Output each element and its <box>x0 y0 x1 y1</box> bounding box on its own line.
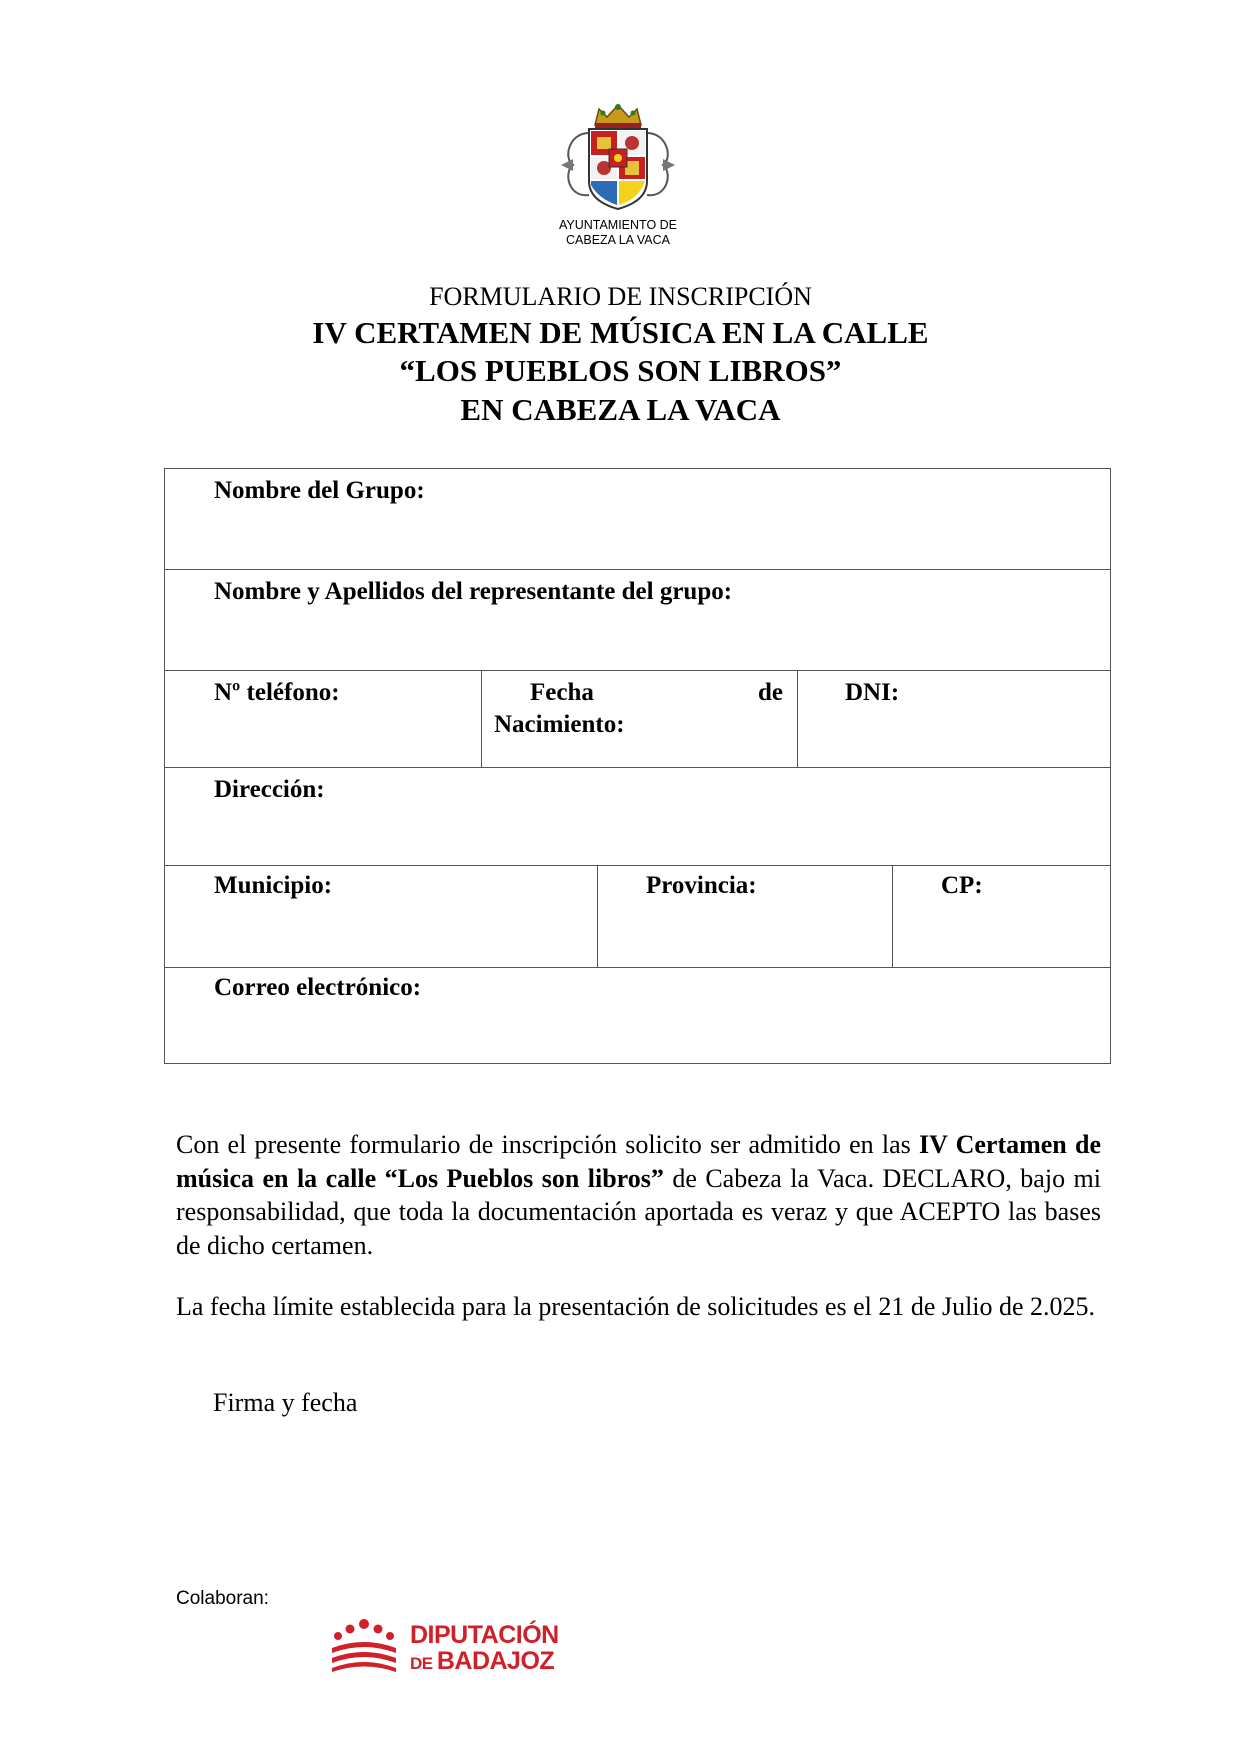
diputacion-badajoz-logo-text <box>410 1622 559 1677</box>
dni-field[interactable] <box>797 671 1110 767</box>
birth-date-label-part1: Fecha <box>530 679 594 706</box>
birth-date-label-part2: de <box>758 679 783 706</box>
email-label: Correo electrónico: <box>214 974 422 1001</box>
coat-of-arms-logo <box>559 103 677 213</box>
phone-label: Nº teléfono: <box>214 679 340 706</box>
signature-label: Firma y fecha <box>213 1388 358 1417</box>
dni-label: DNI: <box>845 679 900 706</box>
title-line-2: “LOS PUEBLOS SON LIBROS” <box>399 353 842 388</box>
address-label: Dirección: <box>214 776 325 803</box>
postal-code-field[interactable] <box>892 866 1110 967</box>
birth-date-label-part3: Nacimiento: <box>494 711 625 738</box>
logo-line-2-prefix: DE <box>410 1654 437 1673</box>
group-name-field[interactable] <box>165 469 1110 570</box>
declaration-text-start: Con el presente formulario de inscripción solicito ser admitido en las <box>176 1130 919 1159</box>
representative-field[interactable] <box>165 570 1110 671</box>
representative-label: Nombre y Apellidos del representante del grupo: <box>214 578 733 605</box>
collaborators-label: Colaboran: <box>176 1588 269 1609</box>
deadline-paragraph: La fecha límite establecida para la presentación de solicitudes es el 21 de Julio de 2.025. <box>176 1292 1096 1321</box>
address-field[interactable] <box>165 768 1110 866</box>
logo-line-1: DIPUTACIÓN <box>410 1621 559 1649</box>
municipality-label: Municipio: <box>214 872 333 899</box>
location-row <box>165 866 1110 968</box>
logo-line-2-main: BADAJOZ <box>436 1647 555 1675</box>
form-type-heading: FORMULARIO DE INSCRIPCIÓN <box>429 282 812 311</box>
email-field[interactable] <box>165 968 1110 1064</box>
municipality-field[interactable] <box>165 866 597 967</box>
logo-line-2 <box>410 1648 559 1677</box>
contact-row <box>165 671 1110 768</box>
province-field[interactable] <box>597 866 892 967</box>
diputacion-badajoz-logo-icon <box>330 1618 398 1672</box>
declaration-text-end: de Cabeza la Vaca. DECLARO, bajo mi responsabilidad, que toda la documentación aportada es veraz y que ACEPTO las bases de dicho certamen. <box>176 1163 1101 1260</box>
crest-caption-line1: AYUNTAMIENTO DE <box>558 218 678 232</box>
crest-caption <box>520 218 716 248</box>
title-line-1: IV CERTAMEN DE MÚSICA EN LA CALLE <box>312 315 929 350</box>
crest-caption-line2: CABEZA LA VACA <box>566 233 670 247</box>
postal-code-label: CP: <box>941 872 983 899</box>
registration-form-table <box>164 468 1111 1064</box>
phone-field[interactable] <box>165 671 481 767</box>
declaration-paragraph <box>176 1128 1101 1262</box>
group-name-label: Nombre del Grupo: <box>214 477 425 504</box>
declaration-text-bold: IV Certamen de música en la calle “Los Pueblos son libros” <box>176 1130 1101 1193</box>
birth-date-field[interactable] <box>481 671 797 767</box>
province-label: Provincia: <box>646 872 757 899</box>
title-line-3: EN CABEZA LA VACA <box>460 392 781 427</box>
